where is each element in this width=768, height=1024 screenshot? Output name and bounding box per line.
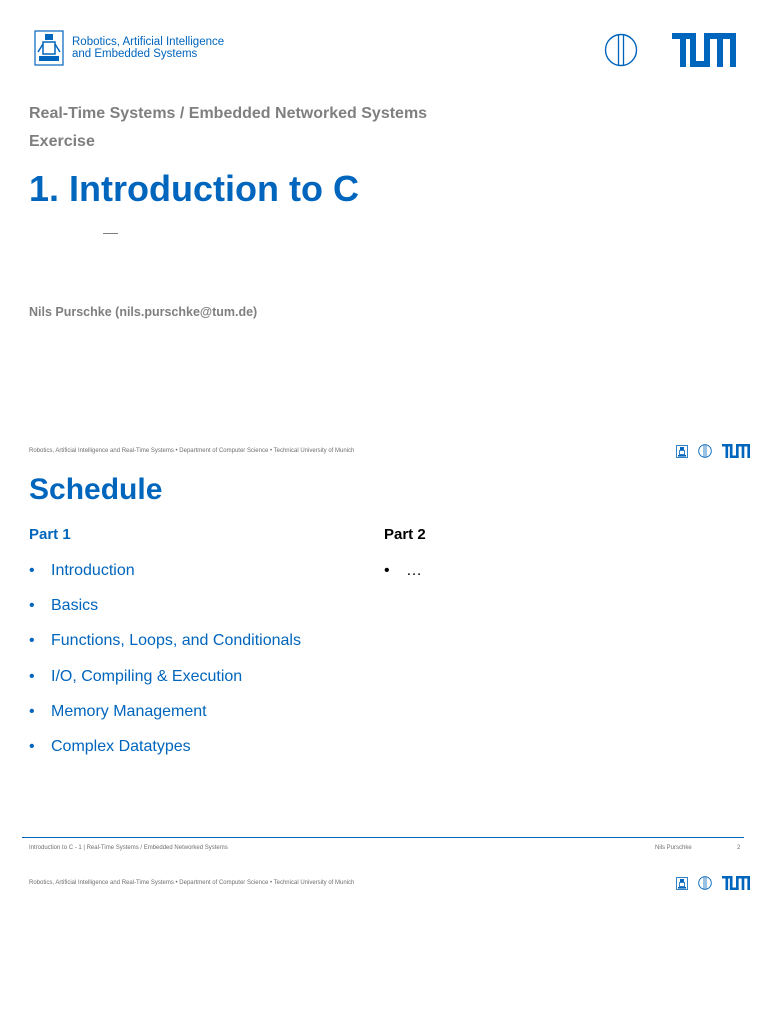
bullet-icon: • (29, 737, 35, 755)
page-number: 2 (737, 845, 741, 851)
slide-header-text: Robotics, Artificial Intelligence and Real-Time Systems • Department of Computer Science • Technical University of Munich (29, 880, 355, 886)
robot-icon (676, 877, 688, 890)
bullet-icon: • (29, 702, 35, 720)
course-title (29, 100, 427, 156)
title-slide (0, 0, 768, 432)
robot-icon (34, 30, 64, 66)
slide-header-text: Robotics, Artificial Intelligence and Real-Time Systems • Department of Computer Science • Technical University of Munich (29, 448, 355, 454)
list-item (29, 668, 301, 703)
header-logos (676, 444, 750, 458)
bullet-icon: • (29, 597, 35, 615)
part1-list (29, 562, 301, 773)
list-item-text: Functions, Loops, and Conditionals (51, 632, 301, 650)
list-item-text: I/O, Compiling & Execution (51, 667, 243, 685)
list-item (384, 562, 422, 597)
list-item (29, 562, 301, 597)
list-item (29, 738, 301, 773)
header-logos (676, 876, 750, 890)
slide-title: Schedule (29, 473, 163, 506)
bullet-icon: • (29, 632, 35, 650)
tum-seal-icon (698, 876, 712, 890)
course-name: Real-Time Systems / Embedded Networked Systems (29, 105, 428, 122)
schedule-slide (0, 432, 768, 864)
chair-name-line2: and Embedded Systems (72, 48, 198, 60)
list-item (29, 632, 301, 667)
part2-list (384, 562, 422, 597)
part1-heading: Part 1 (29, 526, 71, 543)
bullet-icon: • (29, 562, 35, 579)
slide-title: 1. Introduction to C (29, 168, 359, 209)
robot-icon (676, 445, 688, 458)
list-item-text: Basics (51, 597, 99, 615)
next-slide (0, 864, 768, 1024)
list-item-text: Complex Datatypes (51, 737, 191, 755)
footer-course: Introduction to C - 1 | Real-Time Systems / Embedded Networked Systems (29, 845, 228, 851)
bullet-icon: • (29, 667, 35, 685)
divider-dash (103, 233, 118, 234)
list-item (29, 597, 301, 632)
tum-logo-icon (722, 876, 750, 890)
tum-logo-icon (672, 33, 736, 67)
tum-logo-icon (722, 444, 750, 458)
chair-name-line1: Robotics, Artificial Intelligence (72, 36, 225, 48)
list-item-text: … (406, 562, 422, 579)
course-type: Exercise (29, 133, 95, 150)
footer-author: Nils Purschke (655, 845, 692, 851)
author-line: Nils Purschke (nils.purschke@tum.de) (29, 305, 258, 319)
part2-heading: Part 2 (384, 526, 426, 543)
list-item-text: Introduction (51, 562, 135, 579)
chair-logo (34, 30, 224, 66)
tum-seal-icon (604, 33, 638, 67)
list-item-text: Memory Management (51, 702, 207, 720)
footer-divider (22, 837, 744, 838)
tum-seal-icon (698, 444, 712, 458)
bullet-icon: • (384, 562, 390, 579)
chair-name (72, 36, 224, 60)
list-item (29, 703, 301, 738)
